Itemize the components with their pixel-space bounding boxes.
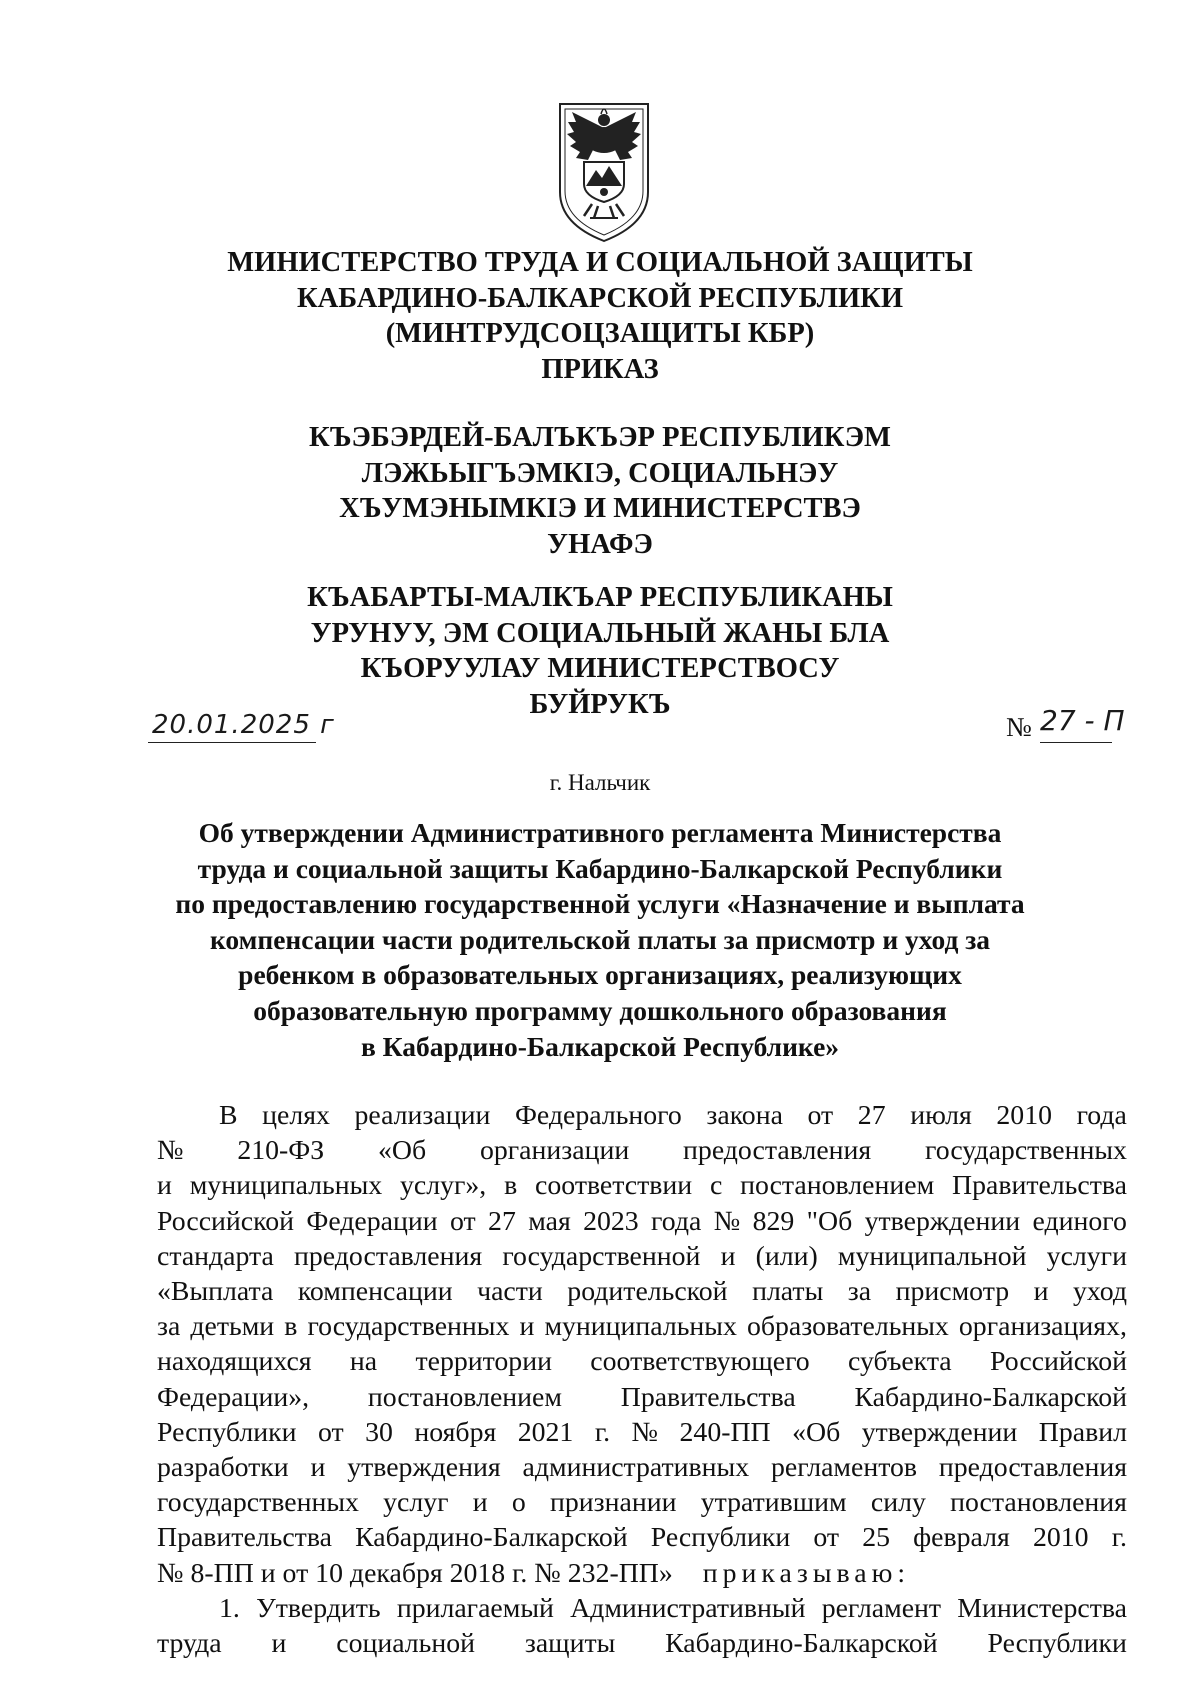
word: государственных	[157, 1487, 359, 1519]
text-line	[157, 1415, 1127, 1450]
word: в	[504, 1170, 518, 1202]
word: и	[310, 1452, 326, 1484]
text-line	[157, 1098, 1127, 1133]
number-prefix: №	[1006, 712, 1032, 742]
word: соответствующего	[590, 1346, 810, 1378]
word: 1.	[219, 1592, 240, 1624]
number-underline	[1040, 742, 1112, 743]
ministry-name-kbd: КЪЭБЭРДЕЙ-БАЛЪКЪЭР РЕСПУБЛИКЭМ ЛЭЖЬЫГЪЭМКIЭ, СОЦИАЛЬНЭУ ХЪУМЭНЫМКIЭ И МИНИСТЕРСТВЭ УНАФЭ	[150, 420, 1050, 562]
text-line	[157, 1450, 1127, 1485]
word: утверждении	[864, 1205, 1021, 1237]
word: силу	[870, 1487, 926, 1519]
word: регламент	[821, 1592, 942, 1624]
word: прилагаемый	[396, 1592, 554, 1624]
word: 27	[857, 1100, 886, 1131]
text-line	[157, 1274, 1127, 1309]
word: 2021	[517, 1416, 574, 1448]
text-line	[157, 1520, 1127, 1555]
word: и	[271, 1628, 287, 1660]
text-line	[157, 1309, 1127, 1344]
word: февраля	[913, 1522, 1010, 1554]
word: Российской	[157, 1205, 294, 1237]
word: Федерации»,	[157, 1381, 310, 1413]
word: муниципальных	[544, 1311, 737, 1343]
word: и	[1033, 1276, 1049, 1308]
word: предоставления	[294, 1240, 483, 1272]
word: (или)	[755, 1240, 818, 1272]
word: предоставления	[938, 1452, 1127, 1484]
word: июля	[910, 1100, 972, 1131]
word: мая	[528, 1205, 571, 1237]
text-line	[157, 1380, 1127, 1415]
word: муниципальной	[837, 1240, 1027, 1272]
word: г.	[594, 1416, 611, 1448]
word: закона	[706, 1100, 783, 1131]
word: и	[720, 1240, 736, 1272]
order-word: приказываю:	[702, 1557, 911, 1589]
word: от	[450, 1205, 476, 1237]
word: Российской	[989, 1346, 1127, 1378]
word: №	[713, 1205, 741, 1237]
word: с	[709, 1170, 723, 1202]
word: единого	[1032, 1205, 1127, 1237]
word: Федерального	[514, 1100, 682, 1131]
word: регламентов	[770, 1452, 918, 1484]
ministry-name-ru: МИНИСТЕРСТВО ТРУДА И СОЦИАЛЬНОЙ ЗАЩИТЫ КАБАРДИНО-БАЛКАРСКОЙ РЕСПУБЛИКИ (МИНТРУДСОЦЗАЩИТЫ КБР) ПРИКАЗ	[150, 245, 1050, 387]
word: 2010	[996, 1100, 1052, 1131]
date-underline	[148, 742, 316, 743]
word: №	[631, 1416, 659, 1448]
word: от	[813, 1522, 840, 1554]
word: находящихся	[157, 1346, 312, 1378]
word: постановлением	[367, 1381, 562, 1413]
word: о	[511, 1487, 526, 1519]
word: труда	[157, 1628, 222, 1660]
word: за	[847, 1276, 872, 1308]
word: от	[807, 1100, 834, 1131]
word: реализации	[354, 1100, 491, 1131]
word: Кабардино-Балкарской	[854, 1381, 1127, 1413]
word: родительской	[567, 1276, 728, 1308]
word: признании	[550, 1487, 677, 1519]
document-type-ru: ПРИКАЗ	[541, 353, 659, 385]
word: услуг»,	[400, 1170, 487, 1202]
word: присмотр	[895, 1276, 1010, 1308]
word: за	[157, 1311, 181, 1343]
text-line	[157, 1591, 1127, 1626]
word: «Выплата	[157, 1276, 274, 1308]
word: №	[157, 1135, 184, 1167]
text-line	[157, 1204, 1127, 1239]
word: Правительства	[620, 1381, 796, 1413]
word: постановления	[950, 1487, 1127, 1519]
coat-of-arms-emblem	[554, 100, 654, 244]
word: и	[472, 1487, 488, 1519]
text-line	[157, 1239, 1127, 1274]
word: государственной	[502, 1240, 701, 1272]
preamble-paragraph	[157, 1098, 1127, 1556]
word: от	[317, 1416, 344, 1448]
word: образовательных	[746, 1311, 949, 1343]
word: 2023	[583, 1205, 639, 1237]
word: «Об	[378, 1135, 427, 1167]
word: Республики	[987, 1628, 1127, 1660]
handwritten-order-number: 27 - П	[1040, 704, 1125, 737]
word: территории	[415, 1346, 552, 1378]
word: 30	[365, 1416, 393, 1448]
text-line	[157, 1344, 1127, 1379]
word: Административный	[570, 1592, 806, 1624]
word: Федерации	[306, 1205, 438, 1237]
word: детьми	[190, 1311, 275, 1343]
word: года	[651, 1205, 702, 1237]
handwritten-date: 20.01.2025 г	[152, 710, 335, 740]
word: целях	[262, 1100, 330, 1131]
word: защиты	[524, 1628, 616, 1660]
word: 829	[752, 1205, 795, 1237]
word: административных	[522, 1452, 750, 1484]
word: уход	[1072, 1276, 1127, 1308]
word: постановлением	[740, 1170, 935, 1202]
word: и	[157, 1170, 172, 1202]
text-line	[157, 1168, 1127, 1203]
word: на	[349, 1346, 378, 1378]
text-line	[157, 1626, 1127, 1661]
word: Республики	[650, 1522, 791, 1554]
word: и	[519, 1311, 535, 1343]
document-body	[157, 1098, 1127, 1661]
word: ноября	[414, 1416, 497, 1448]
preamble-last-line: № 8-ПП и от 10 декабря 2018 г. № 232-ПП» приказываю:	[157, 1556, 1127, 1591]
document-type-kbd: УНАФЭ	[547, 528, 653, 560]
word: Министерства	[957, 1592, 1127, 1624]
word: утверждении	[861, 1416, 1018, 1448]
word: утратившим	[700, 1487, 847, 1519]
word: организациях,	[958, 1311, 1127, 1343]
word: стандарта	[157, 1240, 274, 1272]
word: субъекта	[848, 1346, 952, 1378]
word: года	[1076, 1100, 1127, 1131]
word: «Об	[792, 1416, 841, 1448]
document-type-krc: БУЙРУКЪ	[529, 688, 671, 720]
word: соответствии	[535, 1170, 693, 1202]
city-line: г. Нальчик	[549, 770, 651, 795]
word: услуги	[1046, 1240, 1127, 1272]
word: услуг	[383, 1487, 449, 1519]
word: 210-ФЗ	[237, 1135, 325, 1167]
text-line	[157, 1485, 1127, 1520]
word: части	[477, 1276, 543, 1308]
word: утверждения	[347, 1452, 501, 1484]
word: Утвердить	[256, 1592, 381, 1624]
word: платы	[752, 1276, 824, 1308]
word: Правительства	[157, 1522, 332, 1554]
word: 25	[862, 1522, 891, 1554]
ministry-name-krc: КЪАБАРТЫ-МАЛКЪАР РЕСПУБЛИКАНЫ УРУНУУ, ЭМ СОЦИАЛЬНЫЙ ЖАНЫ БЛА КЪОРУУЛАУ МИНИСТЕРСТВОСУ БУЙРУКЪ	[150, 580, 1050, 722]
word: В	[219, 1100, 238, 1131]
word: "Об	[806, 1205, 853, 1237]
word: предоставления	[683, 1135, 872, 1167]
word: 240-ПП	[679, 1416, 771, 1448]
word: 27	[488, 1205, 516, 1237]
word: разработки	[157, 1452, 289, 1484]
word: Правил	[1038, 1416, 1127, 1448]
item-1-paragraph	[157, 1591, 1127, 1661]
document-title: Об утверждении Административного регламента Министерства труда и социальной защиты Кабардино-Балкарской Республики по предоставлению государственной услуги «Назначение и выплата компенсации части родительской платы за присмотр и уход за ребенком в образовательных организациях, реализующих образовательную программу дошкольного образования в Кабардино-Балкарской Республике»	[175, 817, 1025, 1062]
word: муниципальных	[189, 1170, 383, 1202]
word: Правительства	[952, 1170, 1127, 1202]
word: социальной	[336, 1628, 476, 1660]
word: Кабардино-Балкарской	[355, 1522, 628, 1554]
word: компенсации	[297, 1276, 453, 1308]
word: организации	[479, 1135, 630, 1167]
word: государственных	[925, 1135, 1127, 1167]
word: Кабардино-Балкарской	[665, 1628, 938, 1660]
word: Республики	[157, 1416, 297, 1448]
text-line	[157, 1133, 1127, 1168]
word: г.	[1111, 1522, 1127, 1554]
word: 2010	[1032, 1522, 1089, 1554]
word: в	[284, 1311, 298, 1343]
word: государственных	[307, 1311, 510, 1343]
